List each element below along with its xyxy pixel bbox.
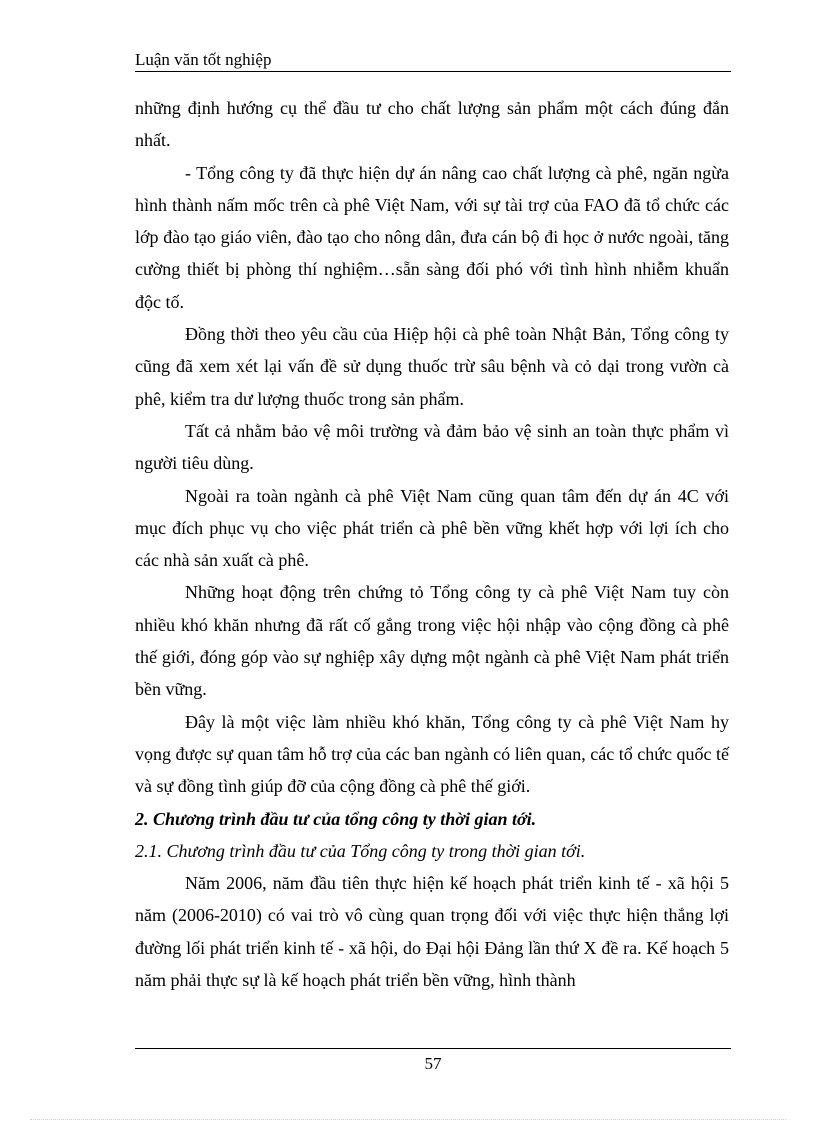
- paragraph: Đây là một việc làm nhiều khó khăn, Tổng công ty cà phê Việt Nam hy vọng được sự quan tâm hỗ trợ của các ban ngành có liên quan, các tổ chức quốc tế và sự đồng tình giúp đỡ của cộng đồng cà phê thế giới.: [135, 711, 729, 797]
- running-header: Luận văn tốt nghiệp: [135, 50, 272, 69]
- footer-divider: [135, 1048, 731, 1049]
- body-text: [135, 92, 729, 996]
- page-number: 57: [424, 1054, 442, 1073]
- header-divider: [135, 71, 731, 72]
- section-heading: 2. Chương trình đầu tư của tổng công ty thời gian tới.: [135, 808, 537, 829]
- paragraph: Năm 2006, năm đầu tiên thực hiện kế hoạch phát triển kinh tế - xã hội 5 năm (2006-2010) có vai trò vô cùng quan trọng đối với việc thực hiện thắng lợi đường lối phát triển kinh tế - xã hội, do Đại hội Đảng lần thứ X đề ra. Kế hoạch 5 năm phải thực sự là kế hoạch phát triển bền vững, hình thành: [135, 873, 729, 991]
- page-edge-dotted-line: [30, 1119, 786, 1120]
- paragraph: Ngoài ra toàn ngành cà phê Việt Nam cũng quan tâm đến dự án 4C với mục đích phục vụ cho việc phát triển cà phê bền vững khết hợp với lợi ích cho các nhà sản xuất cà phê.: [135, 485, 729, 571]
- paragraph: - Tổng công ty đã thực hiện dự án nâng cao chất lượng cà phê, ngăn ngừa hình thành nấm mốc trên cà phê Việt Nam, với sự tài trợ của FAO đã tổ chức các lớp đào tạo giáo viên, đào tạo cho nông dân, đưa cán bộ đi học ở nước ngoài, tăng cường thiết bị phòng thí nghiệm…sẵn sàng đối phó với tình hình nhiễm khuẩn độc tố.: [135, 162, 729, 312]
- paragraph: những định hướng cụ thể đầu tư cho chất lượng sản phẩm một cách đúng đắn nhất.: [135, 98, 729, 151]
- paragraph: Tất cả nhằm bảo vệ môi trường và đảm bảo vệ sinh an toàn thực phẩm vì người tiêu dùng.: [135, 420, 729, 474]
- paragraph: Những hoạt động trên chứng tỏ Tổng công ty cà phê Việt Nam tuy còn nhiều khó khăn nhưng đã rất cố gắng trong việc hội nhập vào cộng đồng cà phê thế giới, đóng góp vào sự nghiệp xây dựng một ngành cà phê Việt Nam phát triển bền vững.: [135, 582, 729, 700]
- subsection-heading: 2.1. Chương trình đầu tư của Tổng công ty trong thời gian tới.: [135, 840, 586, 861]
- paragraph: Đồng thời theo yêu cầu của Hiệp hội cà phê toàn Nhật Bản, Tổng công ty cũng đã xem xét lại vấn đề sử dụng thuốc trừ sâu bệnh và cỏ dại trong vườn cà phê, kiểm tra dư lượng thuốc trong sản phẩm.: [135, 324, 729, 409]
